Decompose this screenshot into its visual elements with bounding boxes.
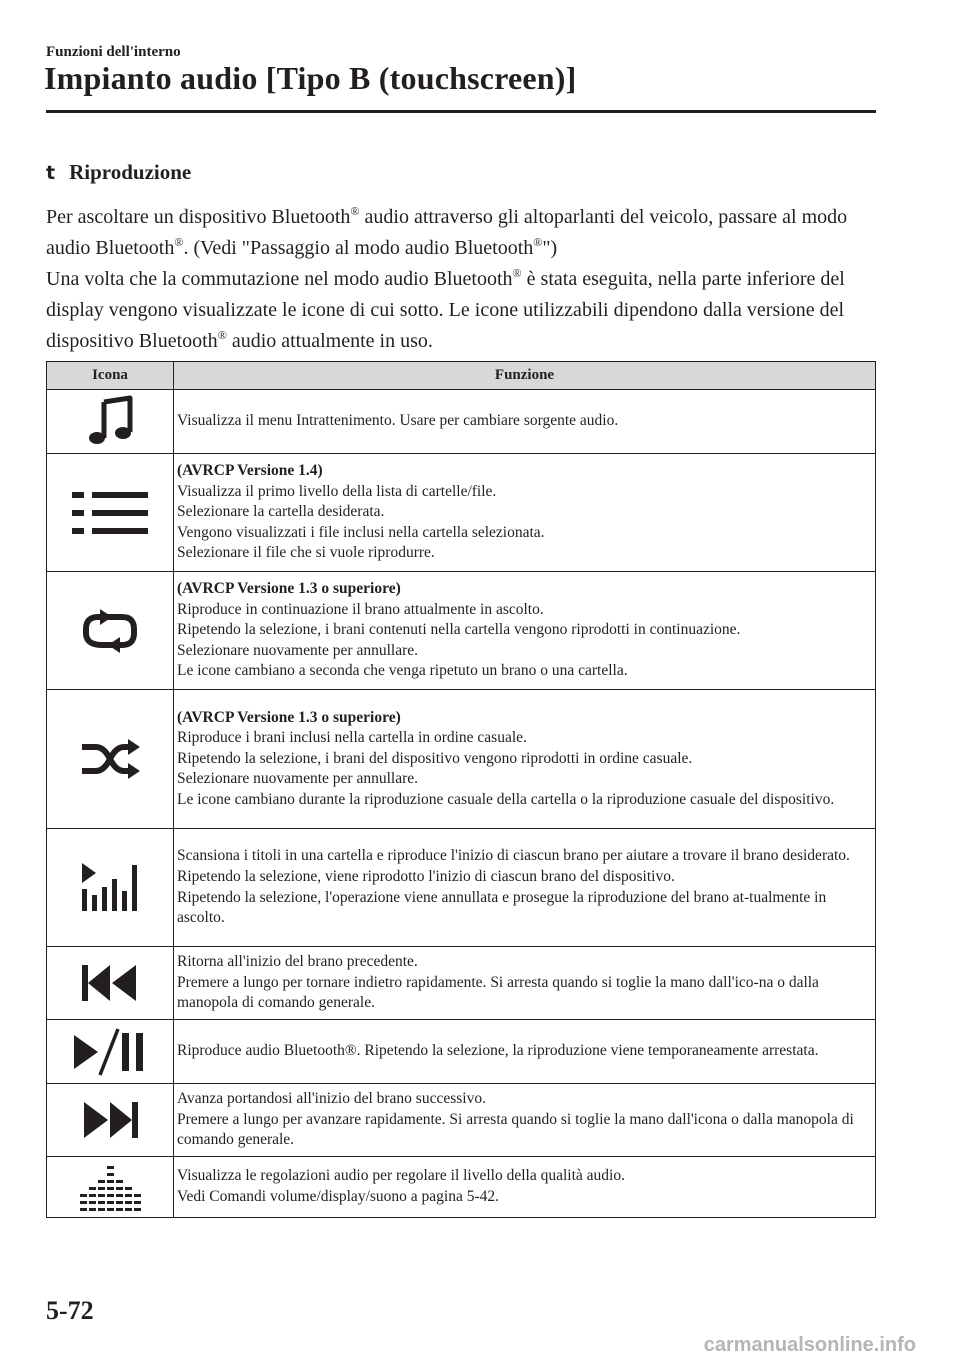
function-cell <box>174 1084 876 1157</box>
icon-cell <box>47 454 174 572</box>
icon-cell <box>47 1020 174 1084</box>
page-title: Impianto audio [Tipo B (touchscreen)] <box>44 60 577 96</box>
icon-cell <box>47 1157 174 1218</box>
title-rule <box>46 110 876 113</box>
function-description-line: Scansiona i titoli in una cartella e riproduce l'inizio di ciascun brano per aiutare a trovare il brano desiderato. <box>177 847 850 865</box>
registered-mark: ® <box>350 204 360 218</box>
icon-cell <box>47 829 174 947</box>
table-row <box>47 947 876 1020</box>
function-description-line: Riproduce in continuazione il brano attualmente in ascolto. <box>177 600 544 618</box>
function-description-line: Le icone cambiano durante la riproduzione casuale della cartella o la riproduzione casuale del dispositivo. <box>177 790 835 808</box>
subsection-heading <box>46 160 191 185</box>
registered-mark: ® <box>512 266 522 280</box>
function-cell <box>174 390 876 454</box>
table-header-row <box>47 362 876 390</box>
table-row <box>47 690 876 829</box>
intro-paragraph-1: Per ascoltare un dispositivo Bluetooth® audio attraverso gli altoparlanti del veicolo, passare al modo audio Bluetooth®. (Vedi "Passaggio al modo audio Bluetooth®") <box>46 204 848 259</box>
function-cell <box>174 1020 876 1084</box>
function-description-line: Ripetendo la selezione, i brani contenuti nella cartella vengono riprodotti in continuazione. <box>177 621 741 639</box>
function-description-line: Premere a lungo per avanzare rapidamente. Si arresta quando si toglie la mano dall'icona o dalla manopola di comando generale. <box>177 1110 854 1149</box>
function-cell <box>174 829 876 947</box>
scan-icon <box>47 861 173 915</box>
page-number: 5-72 <box>46 1296 94 1325</box>
icon-cell <box>47 690 174 829</box>
table-row <box>47 829 876 947</box>
function-description-line: Visualizza le regolazioni audio per regolare il livello della qualità audio. <box>177 1167 625 1185</box>
function-description-line: Riproduce audio Bluetooth®. Ripetendo la selezione, la riproduzione viene temporaneamente arrestata. <box>177 1042 819 1060</box>
icon-cell <box>47 947 174 1020</box>
table-row <box>47 572 876 690</box>
registered-mark: ® <box>217 328 227 342</box>
icon-cell <box>47 390 174 454</box>
intro-paragraph-2: Una volta che la commutazione nel modo audio Bluetooth® è stata eseguita, nella parte inferiore del display vengono visualizzate le icone di cui sotto. Le icone utilizzabili dipendono dalla versione del dispositivo Bluetooth® audio attualmente in uso. <box>46 266 845 352</box>
watermark: carmanualsonline.info <box>703 1334 916 1356</box>
function-description-line: Ripetendo la selezione, l'operazione viene annullata e prosegue la riproduzione del brano at-tualmente in ascolto. <box>177 888 827 927</box>
music-note-icon <box>47 392 173 452</box>
function-description-line: Avanza portandosi all'inizio del brano successivo. <box>177 1090 486 1108</box>
function-description-line: Vedi Comandi volume/display/suono a pagina 5-42. <box>177 1188 500 1205</box>
table-row <box>47 1020 876 1084</box>
registered-mark: ® <box>174 235 184 249</box>
function-cell <box>174 572 876 690</box>
table-row <box>47 390 876 454</box>
column-header-icon: Icona <box>47 362 174 390</box>
icon-cell <box>47 572 174 690</box>
table-row <box>47 454 876 572</box>
subsection-title: Riproduzione <box>69 160 192 184</box>
function-description-line: Visualizza il menu Intrattenimento. Usare per cambiare sorgente audio. <box>177 412 619 430</box>
icon-function-table <box>46 361 876 1218</box>
equalizer-icon <box>47 1162 173 1212</box>
function-cell <box>174 454 876 572</box>
subsection-marker: t <box>46 162 56 184</box>
function-description-line: Selezionare la cartella desiderata. <box>177 503 385 521</box>
function-description-line: Premere a lungo per tornare indietro rapidamente. Si arresta quando si toglie la mano dall'ico-na o dalla manopola di comando generale. <box>177 973 819 1012</box>
function-heading: (AVRCP Versione 1.3 o superiore) <box>177 708 401 726</box>
function-description-line: Riproduce i brani inclusi nella cartella in ordine casuale. <box>177 729 527 747</box>
function-heading: (AVRCP Versione 1.3 o superiore) <box>177 580 401 598</box>
folder-list-icon <box>47 488 173 538</box>
table-row <box>47 1157 876 1218</box>
function-description-line: Vengono visualizzati i file inclusi nella cartella selezionata. <box>177 523 545 541</box>
registered-mark: ® <box>533 235 543 249</box>
function-description-line: Visualizza il primo livello della lista di cartelle/file. <box>177 482 497 500</box>
function-description-line: Le icone cambiano a seconda che venga ripetuto un brano o una cartella. <box>177 662 628 680</box>
function-description-line: Selezionare il file che si vuole riprodurre. <box>177 544 435 562</box>
section-label: Funzioni dell'interno <box>46 44 181 60</box>
previous-track-icon <box>47 961 173 1005</box>
function-cell <box>174 947 876 1020</box>
intro-text <box>46 202 881 357</box>
function-description-line: Ripetendo la selezione, viene riprodotto l'inizio di ciascun brano del dispositivo. <box>177 867 675 885</box>
table-row <box>47 1084 876 1157</box>
repeat-icon <box>47 609 173 653</box>
icon-cell <box>47 1084 174 1157</box>
function-cell <box>174 690 876 829</box>
column-header-function: Funzione <box>174 362 876 390</box>
function-description-line: Ritorna all'inizio del brano precedente. <box>177 953 418 971</box>
function-description-line: Ripetendo la selezione, i brani del dispositivo vengono riprodotti in ordine casuale. <box>177 749 693 767</box>
play-pause-icon <box>47 1027 173 1077</box>
function-cell <box>174 1157 876 1218</box>
function-heading: (AVRCP Versione 1.4) <box>177 462 323 480</box>
function-description-line: Selezionare nuovamente per annullare. <box>177 770 418 788</box>
shuffle-icon <box>47 737 173 781</box>
function-description-line: Selezionare nuovamente per annullare. <box>177 641 418 659</box>
next-track-icon <box>47 1098 173 1142</box>
